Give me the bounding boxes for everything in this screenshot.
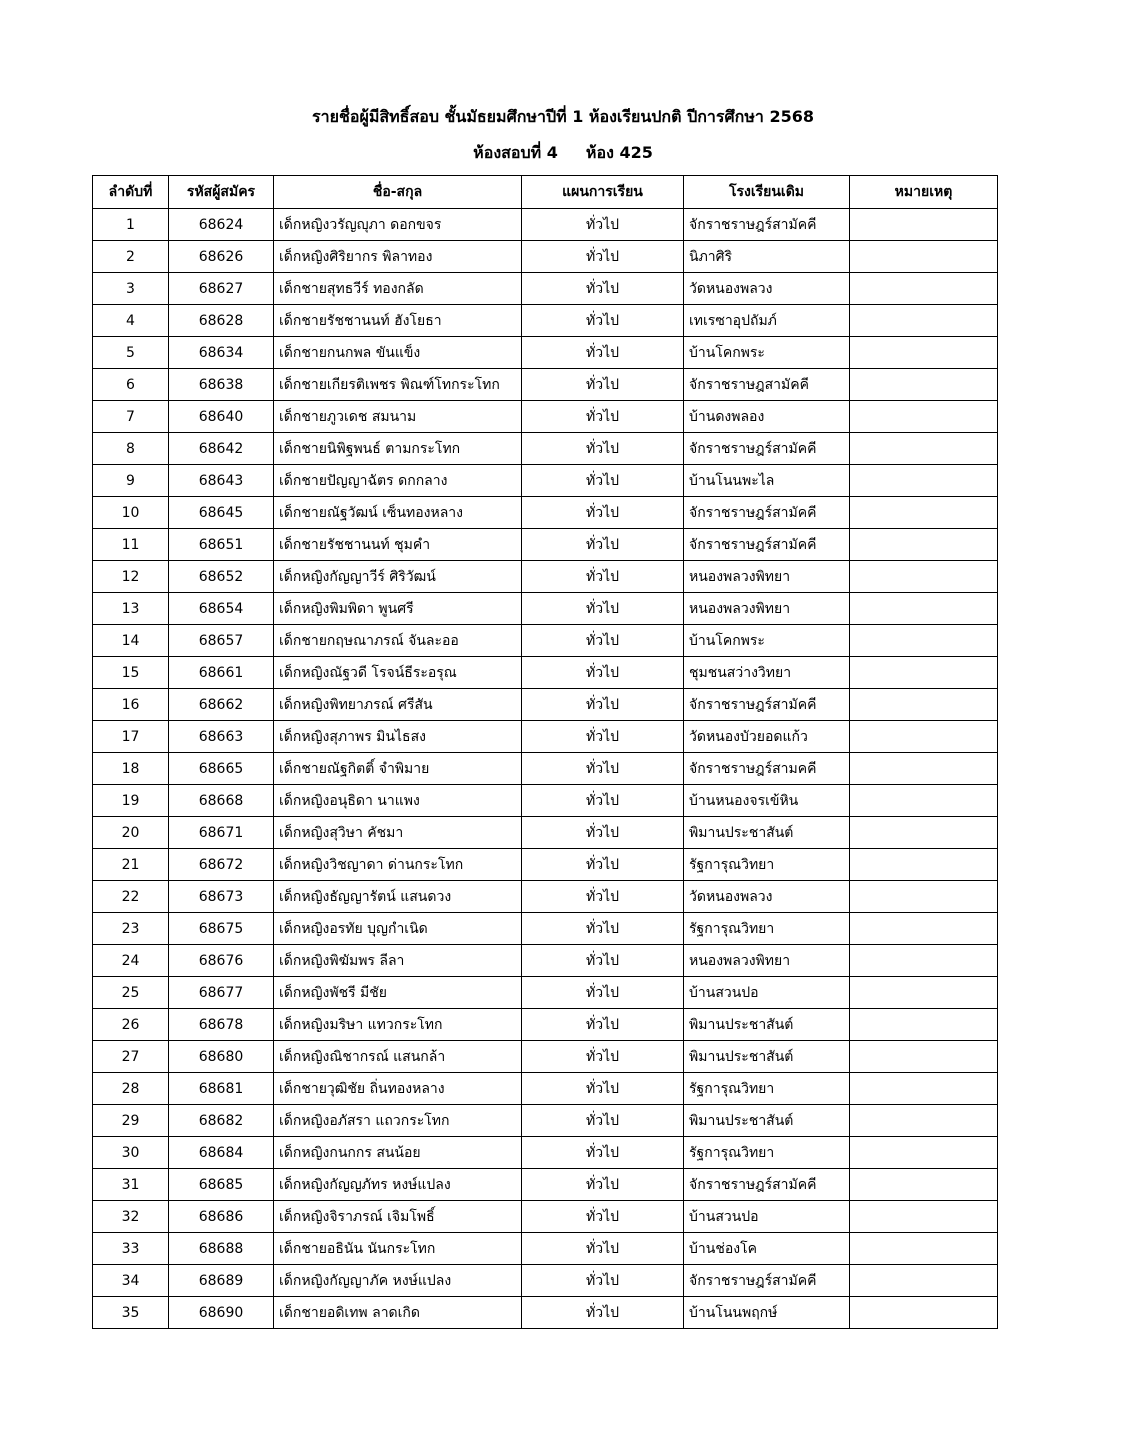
study-plan-cell: ทั่วไป — [522, 433, 684, 465]
applicant-id-cell: 68681 — [169, 1073, 274, 1105]
full-name-cell: เด็กชายรัชชานนท์ ชุมคำ — [274, 529, 522, 561]
table-row — [93, 625, 998, 657]
applicant-id-cell: 68627 — [169, 273, 274, 305]
table-row — [93, 497, 998, 529]
previous-school-cell: รัฐการุณวิทยา — [684, 1137, 850, 1169]
full-name-cell: เด็กชายนิพิฐพนธ์ ตามกระโทก — [274, 433, 522, 465]
study-plan-cell: ทั่วไป — [522, 593, 684, 625]
table-row — [93, 273, 998, 305]
table-row — [93, 913, 998, 945]
table-row — [93, 817, 998, 849]
previous-school-cell: บ้านโนนพะไล — [684, 465, 850, 497]
table-row — [93, 1265, 998, 1297]
study-plan-cell: ทั่วไป — [522, 721, 684, 753]
study-plan-cell: ทั่วไป — [522, 465, 684, 497]
remarks-cell — [850, 529, 998, 561]
study-plan-cell: ทั่วไป — [522, 849, 684, 881]
previous-school-cell: หนองพลวงพิทยา — [684, 945, 850, 977]
table-row — [93, 369, 998, 401]
table-row — [93, 1073, 998, 1105]
applicant-id-cell: 68673 — [169, 881, 274, 913]
remarks-cell — [850, 273, 998, 305]
full-name-cell: เด็กหญิงพิฆัมพร ลีลา — [274, 945, 522, 977]
applicant-id-cell: 68638 — [169, 369, 274, 401]
applicant-id-cell: 68626 — [169, 241, 274, 273]
table-row — [93, 305, 998, 337]
study-plan-cell: ทั่วไป — [522, 785, 684, 817]
applicant-id-cell: 68682 — [169, 1105, 274, 1137]
full-name-cell: เด็กชายเกียรติเพชร พิณฑ์โทกระโทก — [274, 369, 522, 401]
study-plan-cell: ทั่วไป — [522, 945, 684, 977]
previous-school-cell: หนองพลวงพิทยา — [684, 593, 850, 625]
applicant-id-cell: 68668 — [169, 785, 274, 817]
previous-school-cell: บ้านสวนปอ — [684, 1201, 850, 1233]
applicant-id-cell: 68657 — [169, 625, 274, 657]
table-row — [93, 689, 998, 721]
order-cell: 30 — [93, 1137, 169, 1169]
full-name-cell: เด็กหญิงณิชากรณ์ แสนกล้า — [274, 1041, 522, 1073]
previous-school-cell: รัฐการุณวิทยา — [684, 849, 850, 881]
candidate-table — [92, 175, 998, 1329]
full-name-cell: เด็กชายณัฐวัฒน์ เซ็นทองหลาง — [274, 497, 522, 529]
order-cell: 23 — [93, 913, 169, 945]
remarks-cell — [850, 1201, 998, 1233]
remarks-cell — [850, 593, 998, 625]
full-name-cell: เด็กชายอดิเทพ ลาดเกิด — [274, 1297, 522, 1329]
previous-school-cell: จักราชราษฎสามัคคี — [684, 369, 850, 401]
order-cell: 8 — [93, 433, 169, 465]
applicant-id-cell: 68684 — [169, 1137, 274, 1169]
table-row — [93, 561, 998, 593]
study-plan-cell: ทั่วไป — [522, 337, 684, 369]
table-row — [93, 721, 998, 753]
previous-school-cell: จักราชราษฎร์สามัคคี — [684, 529, 850, 561]
study-plan-cell: ทั่วไป — [522, 881, 684, 913]
applicant-id-cell: 68651 — [169, 529, 274, 561]
table-row — [93, 657, 998, 689]
applicant-id-cell: 68654 — [169, 593, 274, 625]
remarks-cell — [850, 369, 998, 401]
previous-school-cell: บ้านโคกพระ — [684, 625, 850, 657]
table-row — [93, 1009, 998, 1041]
previous-school-cell: พิมานประชาสันต์ — [684, 1041, 850, 1073]
study-plan-cell: ทั่วไป — [522, 1265, 684, 1297]
full-name-cell: เด็กหญิงศิริยากร พิลาทอง — [274, 241, 522, 273]
full-name-cell: เด็กหญิงจิราภรณ์ เจิมโพธิ์ — [274, 1201, 522, 1233]
remarks-cell — [850, 1233, 998, 1265]
table-header-row — [93, 176, 998, 209]
column-header-remarks: หมายเหตุ — [850, 176, 998, 209]
order-cell: 25 — [93, 977, 169, 1009]
applicant-id-cell: 68676 — [169, 945, 274, 977]
remarks-cell — [850, 945, 998, 977]
table-row — [93, 881, 998, 913]
previous-school-cell: วัดหนองพลวง — [684, 881, 850, 913]
table-row — [93, 1201, 998, 1233]
order-cell: 6 — [93, 369, 169, 401]
full-name-cell: เด็กหญิงอนุธิดา นาแพง — [274, 785, 522, 817]
previous-school-cell: บ้านสวนปอ — [684, 977, 850, 1009]
study-plan-cell: ทั่วไป — [522, 753, 684, 785]
remarks-cell — [850, 1265, 998, 1297]
order-cell: 4 — [93, 305, 169, 337]
study-plan-cell: ทั่วไป — [522, 209, 684, 241]
column-header-previous-school: โรงเรียนเดิม — [684, 176, 850, 209]
table-row — [93, 401, 998, 433]
study-plan-cell: ทั่วไป — [522, 625, 684, 657]
applicant-id-cell: 68677 — [169, 977, 274, 1009]
full-name-cell: เด็กหญิงมริษา แทวกระโทก — [274, 1009, 522, 1041]
previous-school-cell: รัฐการุณวิทยา — [684, 1073, 850, 1105]
remarks-cell — [850, 721, 998, 753]
study-plan-cell: ทั่วไป — [522, 497, 684, 529]
previous-school-cell: บ้านช่องโค — [684, 1233, 850, 1265]
order-cell: 7 — [93, 401, 169, 433]
previous-school-cell: พิมานประชาสันต์ — [684, 1105, 850, 1137]
order-cell: 22 — [93, 881, 169, 913]
full-name-cell: เด็กหญิงกนกกร สนน้อย — [274, 1137, 522, 1169]
remarks-cell — [850, 561, 998, 593]
previous-school-cell: จักราชราษฎร์สามัคคี — [684, 433, 850, 465]
order-cell: 32 — [93, 1201, 169, 1233]
exam-room-label: ห้องสอบที่ 4 — [473, 143, 558, 162]
previous-school-cell: จักราชราษฎร์สามัคคี — [684, 209, 850, 241]
full-name-cell: เด็กหญิงณัฐวดี โรจน์ธีระอรุณ — [274, 657, 522, 689]
table-row — [93, 785, 998, 817]
study-plan-cell: ทั่วไป — [522, 529, 684, 561]
order-cell: 13 — [93, 593, 169, 625]
applicant-id-cell: 68662 — [169, 689, 274, 721]
table-row — [93, 465, 998, 497]
remarks-cell — [850, 497, 998, 529]
applicant-id-cell: 68675 — [169, 913, 274, 945]
previous-school-cell: นิภาศิริ — [684, 241, 850, 273]
table-row — [93, 241, 998, 273]
study-plan-cell: ทั่วไป — [522, 401, 684, 433]
study-plan-cell: ทั่วไป — [522, 369, 684, 401]
study-plan-cell: ทั่วไป — [522, 1041, 684, 1073]
full-name-cell: เด็กหญิงพิทยาภรณ์ ศรีสัน — [274, 689, 522, 721]
study-plan-cell: ทั่วไป — [522, 273, 684, 305]
applicant-id-cell: 68642 — [169, 433, 274, 465]
previous-school-cell: หนองพลวงพิทยา — [684, 561, 850, 593]
remarks-cell — [850, 625, 998, 657]
full-name-cell: เด็กหญิงวรัญญุภา ดอกขจร — [274, 209, 522, 241]
study-plan-cell: ทั่วไป — [522, 1201, 684, 1233]
study-plan-cell: ทั่วไป — [522, 241, 684, 273]
full-name-cell: เด็กหญิงวิชญาดา ด่านกระโทก — [274, 849, 522, 881]
order-cell: 17 — [93, 721, 169, 753]
full-name-cell: เด็กหญิงสุวิษา คัชมา — [274, 817, 522, 849]
remarks-cell — [850, 1041, 998, 1073]
order-cell: 5 — [93, 337, 169, 369]
remarks-cell — [850, 753, 998, 785]
column-header-full-name: ชื่อ-สกุล — [274, 176, 522, 209]
order-cell: 34 — [93, 1265, 169, 1297]
table-row — [93, 753, 998, 785]
study-plan-cell: ทั่วไป — [522, 1137, 684, 1169]
previous-school-cell: รัฐการุณวิทยา — [684, 913, 850, 945]
full-name-cell: เด็กหญิงธัญญารัตน์ แสนดวง — [274, 881, 522, 913]
order-cell: 3 — [93, 273, 169, 305]
study-plan-cell: ทั่วไป — [522, 1009, 684, 1041]
applicant-id-cell: 68690 — [169, 1297, 274, 1329]
previous-school-cell: จักราชราษฎร์สามัคคี — [684, 497, 850, 529]
order-cell: 31 — [93, 1169, 169, 1201]
applicant-id-cell: 68645 — [169, 497, 274, 529]
previous-school-cell: พิมานประชาสันต์ — [684, 817, 850, 849]
remarks-cell — [850, 1073, 998, 1105]
full-name-cell: เด็กหญิงกัญญาวีร์ ศิริวัฒน์ — [274, 561, 522, 593]
applicant-id-cell: 68685 — [169, 1169, 274, 1201]
remarks-cell — [850, 785, 998, 817]
remarks-cell — [850, 689, 998, 721]
order-cell: 28 — [93, 1073, 169, 1105]
order-cell: 33 — [93, 1233, 169, 1265]
table-row — [93, 849, 998, 881]
applicant-id-cell: 68628 — [169, 305, 274, 337]
table-row — [93, 337, 998, 369]
applicant-id-cell: 68688 — [169, 1233, 274, 1265]
study-plan-cell: ทั่วไป — [522, 689, 684, 721]
study-plan-cell: ทั่วไป — [522, 1233, 684, 1265]
order-cell: 29 — [93, 1105, 169, 1137]
remarks-cell — [850, 1297, 998, 1329]
applicant-id-cell: 68672 — [169, 849, 274, 881]
study-plan-cell: ทั่วไป — [522, 1105, 684, 1137]
applicant-id-cell: 68652 — [169, 561, 274, 593]
applicant-id-cell: 68678 — [169, 1009, 274, 1041]
full-name-cell: เด็กชายอธินัน นันกระโทก — [274, 1233, 522, 1265]
full-name-cell: เด็กชายสุทธวีร์ ทองกลัด — [274, 273, 522, 305]
applicant-id-cell: 68680 — [169, 1041, 274, 1073]
remarks-cell — [850, 465, 998, 497]
full-name-cell: เด็กหญิงพิมพิดา พูนศรี — [274, 593, 522, 625]
study-plan-cell: ทั่วไป — [522, 1073, 684, 1105]
study-plan-cell: ทั่วไป — [522, 657, 684, 689]
remarks-cell — [850, 1009, 998, 1041]
order-cell: 20 — [93, 817, 169, 849]
applicant-id-cell: 68663 — [169, 721, 274, 753]
remarks-cell — [850, 305, 998, 337]
previous-school-cell: ชุมชนสว่างวิทยา — [684, 657, 850, 689]
table-row — [93, 1041, 998, 1073]
table-row — [93, 1137, 998, 1169]
remarks-cell — [850, 401, 998, 433]
table-row — [93, 1105, 998, 1137]
column-header-order: ลำดับที่ — [93, 176, 169, 209]
table-row — [93, 1297, 998, 1329]
applicant-id-cell: 68661 — [169, 657, 274, 689]
previous-school-cell: จักราชราษฎร์สามคคี — [684, 753, 850, 785]
applicant-id-cell: 68624 — [169, 209, 274, 241]
order-cell: 2 — [93, 241, 169, 273]
order-cell: 27 — [93, 1041, 169, 1073]
full-name-cell: เด็กหญิงพัชรี มีชัย — [274, 977, 522, 1009]
remarks-cell — [850, 657, 998, 689]
previous-school-cell: จักราชราษฎร์สามัคคี — [684, 1169, 850, 1201]
remarks-cell — [850, 1105, 998, 1137]
study-plan-cell: ทั่วไป — [522, 1297, 684, 1329]
full-name-cell: เด็กชายกนกพล ขันแข็ง — [274, 337, 522, 369]
applicant-id-cell: 68671 — [169, 817, 274, 849]
page-title: รายชื่อผู้มีสิทธิ์สอบ ชั้นมัธยมศึกษาปีที่ 1 ห้องเรียนปกติ ปีการศึกษา 2568 — [312, 107, 814, 126]
full-name-cell: เด็กชายณัฐกิตติ์ จำพิมาย — [274, 753, 522, 785]
previous-school-cell: วัดหนองบัวยอดแก้ว — [684, 721, 850, 753]
full-name-cell: เด็กชายวุฒิชัย ถิ่นทองหลาง — [274, 1073, 522, 1105]
study-plan-cell: ทั่วไป — [522, 913, 684, 945]
study-plan-cell: ทั่วไป — [522, 561, 684, 593]
applicant-id-cell: 68665 — [169, 753, 274, 785]
full-name-cell: เด็กชายรัชชานนท์ ฮังโยธา — [274, 305, 522, 337]
study-plan-cell: ทั่วไป — [522, 1169, 684, 1201]
full-name-cell: เด็กหญิงกัญญภัทร หงษ์แปลง — [274, 1169, 522, 1201]
study-plan-cell: ทั่วไป — [522, 977, 684, 1009]
remarks-cell — [850, 337, 998, 369]
column-header-study-plan: แผนการเรียน — [522, 176, 684, 209]
full-name-cell: เด็กหญิงสุภาพร มินไธสง — [274, 721, 522, 753]
full-name-cell: เด็กชายกฤษณาภรณ์ จันละออ — [274, 625, 522, 657]
applicant-id-cell: 68640 — [169, 401, 274, 433]
order-cell: 10 — [93, 497, 169, 529]
order-cell: 24 — [93, 945, 169, 977]
order-cell: 15 — [93, 657, 169, 689]
applicant-id-cell: 68643 — [169, 465, 274, 497]
applicant-id-cell: 68634 — [169, 337, 274, 369]
table-row — [93, 1233, 998, 1265]
order-cell: 26 — [93, 1009, 169, 1041]
remarks-cell — [850, 241, 998, 273]
remarks-cell — [850, 433, 998, 465]
applicant-id-cell: 68689 — [169, 1265, 274, 1297]
table-row — [93, 529, 998, 561]
remarks-cell — [850, 977, 998, 1009]
remarks-cell — [850, 913, 998, 945]
table-row — [93, 977, 998, 1009]
remarks-cell — [850, 849, 998, 881]
full-name-cell: เด็กหญิงอภัสรา แถวกระโทก — [274, 1105, 522, 1137]
order-cell: 21 — [93, 849, 169, 881]
order-cell: 11 — [93, 529, 169, 561]
remarks-cell — [850, 817, 998, 849]
applicant-id-cell: 68686 — [169, 1201, 274, 1233]
column-header-applicant-id: รหัสผู้สมัคร — [169, 176, 274, 209]
remarks-cell — [850, 1137, 998, 1169]
table-row — [93, 945, 998, 977]
remarks-cell — [850, 881, 998, 913]
table-row — [93, 433, 998, 465]
room-label: ห้อง 425 — [585, 143, 653, 162]
order-cell: 16 — [93, 689, 169, 721]
table-row — [93, 209, 998, 241]
page-subtitle — [0, 143, 1126, 163]
study-plan-cell: ทั่วไป — [522, 305, 684, 337]
order-cell: 14 — [93, 625, 169, 657]
order-cell: 9 — [93, 465, 169, 497]
previous-school-cell: จักราชราษฎร์สามัคคี — [684, 1265, 850, 1297]
order-cell: 35 — [93, 1297, 169, 1329]
order-cell: 18 — [93, 753, 169, 785]
table-row — [93, 593, 998, 625]
study-plan-cell: ทั่วไป — [522, 817, 684, 849]
previous-school-cell: พิมานประชาสันต์ — [684, 1009, 850, 1041]
order-cell: 19 — [93, 785, 169, 817]
remarks-cell — [850, 209, 998, 241]
table-row — [93, 1169, 998, 1201]
previous-school-cell: บ้านโนนพฤกษ์ — [684, 1297, 850, 1329]
previous-school-cell: บ้านโคกพระ — [684, 337, 850, 369]
previous-school-cell: บ้านดงพลอง — [684, 401, 850, 433]
full-name-cell: เด็กหญิงกัญญาภัค หงษ์แปลง — [274, 1265, 522, 1297]
full-name-cell: เด็กหญิงอรทัย บุญกำเนิด — [274, 913, 522, 945]
full-name-cell: เด็กชายปัญญาฉัตร ดกกลาง — [274, 465, 522, 497]
previous-school-cell: บ้านหนองจรเข้หิน — [684, 785, 850, 817]
order-cell: 1 — [93, 209, 169, 241]
previous-school-cell: วัดหนองพลวง — [684, 273, 850, 305]
order-cell: 12 — [93, 561, 169, 593]
full-name-cell: เด็กชายภูวเดช สมนาม — [274, 401, 522, 433]
remarks-cell — [850, 1169, 998, 1201]
previous-school-cell: จักราชราษฎร์สามัคคี — [684, 689, 850, 721]
previous-school-cell: เทเรซาอุปถัมภ์ — [684, 305, 850, 337]
